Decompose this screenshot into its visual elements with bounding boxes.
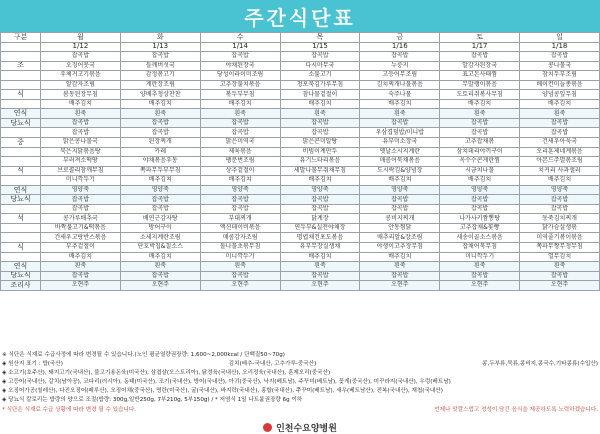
menu-item: 묵은지닭볶음탕 [41,147,121,157]
table-row [1,243,600,253]
menu-item: 고추잡채볶 [440,138,520,148]
table-row [1,214,600,224]
menu-item: 맑은콘미알탕 [280,138,360,148]
date-header: 1/12 [41,42,121,52]
menu-item: 흰죽 [520,262,600,272]
table-row [1,147,600,157]
menu-item: 잡곡밥 [440,195,520,205]
menu-item: 부러져소떡땅 [41,157,121,167]
meal-label-blank [1,147,41,157]
table-row [1,223,600,233]
note-1: ※ 식단은 식재료 수급사정에 따라 변경될 수 있습니다.(노인 평균열량권장량: 1,600~2,000kcal / 단백질50~70g) [2,352,285,358]
table-row [1,204,600,214]
menu-item: 흰죽 [440,109,520,119]
menu-item: 방어구이 [120,223,200,233]
meal-label-blank [1,99,41,109]
table-row [1,185,600,195]
menu-item: 봄동된장무침 [41,90,121,100]
menu-item: 알감자조림 [41,80,121,90]
menu-item: 잡곡밥 [280,195,360,205]
menu-item: 우삼겹덮밥/미니밥 [360,128,440,138]
meal-label: 식 [1,243,41,253]
note-origin-beans: 콩,두부류,묵류,콩비지,콩국수,기타콩류(수입산) [482,361,598,368]
row-label: 당뇨식 [1,118,41,128]
note-origin-rice: ◈ 원산지 표기 : 밥(국산) [2,361,63,368]
menu-item: 닭가슴살생볶 [520,223,600,233]
menu-item: 소불고기 [280,71,360,81]
menu-item: 흰죽 [280,109,360,119]
menu-item: 흰죽 [440,262,520,272]
menu-item: 유기느타리볶음 [280,157,360,167]
menu-item: 콩비지찌개 [360,214,440,224]
menu-item: 잡곡밥 [200,204,280,214]
table-row [1,61,600,71]
menu-item: 단호박칩&칠소스 [120,243,200,253]
row-label: 연식 [1,109,41,119]
table-row [1,252,600,262]
menu-item: 흰죽 [41,109,121,119]
menu-item: 맑은콩나물국 [41,138,121,148]
menu-item: 고등어무조림 [360,71,440,81]
day-header: 화 [120,33,200,43]
meal-label: 조 [1,61,41,71]
menu-item: 배추김치 [360,252,440,262]
menu-item: 잡곡밥 [360,204,440,214]
menu-item: 야채된장국 [200,61,280,71]
menu-item: 치커리 사과샐러 [520,166,600,176]
day-header: 일 [520,33,600,43]
menu-item: 배추김치 [200,176,280,186]
table-row [1,157,600,167]
menu-item: 유부미소장국 [360,138,440,148]
menu-item: 오징어뭇국 [41,61,121,71]
menu-item: 배추김치 [120,99,200,109]
menu-item: 제육볶음 [200,147,280,157]
menu-item: 콩가루배추국 [41,214,121,224]
menu-item: 잡곡밥 [200,128,280,138]
menu-item: 잡곡밥 [440,271,520,281]
menu-item: 흰죽 [520,109,600,119]
menu-item: 아몬드주멸볶조림 [520,157,600,167]
menu-item: 부대찌개 [200,214,280,224]
menu-item: 잡곡밥 [440,128,520,138]
menu-item: 다시마무국 [280,61,360,71]
menu-item: 잡곡밥 [360,118,440,128]
table-row [1,99,600,109]
menu-item: 배추김치 [41,99,121,109]
menu-item: 잡곡밥 [120,52,200,62]
menu-item: 액션데이비볶음 [200,223,280,233]
menu-item: 잡곡밥 [440,118,520,128]
menu-item: 맑은미역국 [200,138,280,148]
menu-item: 배추김치 [520,176,600,186]
day-header: 월 [41,33,121,43]
menu-item: 브로콜리참깨무침 [41,166,121,176]
menu-item: 잡곡밥 [520,271,600,281]
menu-item: 영양죽 [280,185,360,195]
menu-item: 잡곡밥 [41,204,121,214]
table-row [1,71,600,81]
menu-item: 야생이고추장무침 [360,243,440,253]
menu-item: 잡곡밥 [280,128,360,138]
menu-item: 감정볶고기 [120,71,200,81]
note-seafood-origin: ◈ 오징어가공(칠레산), 다진오징어(페루산), 오징어채(중국산), 명란(미국산), 굴(국내산), 바지락(국내산), 홍합(국내산), 쭈꾸미(베트남), 새우(베트남산), 전복(국내산), 재첩(국내산) [2,388,443,395]
menu-item: 시금치나물 [440,166,520,176]
menu-item: 쪽파무짱무청무침 [520,243,600,253]
meal-label-blank [1,157,41,167]
menu-item: 안동찜닭 [360,223,440,233]
menu-item: 잡곡밥 [200,118,280,128]
menu-item: 배추김치 [120,176,200,186]
menu-item: 고추장불치볶음 [200,80,280,90]
menu-item: 오현주 [41,281,121,291]
menu-item: 잡곡밥 [520,204,600,214]
menu-item: 잡곡밥 [520,195,600,205]
menu-item: 잡곡밥 [520,118,600,128]
menu-item: 잡곡밥 [440,52,520,62]
table-row [1,80,600,90]
menu-item: 오현주 [120,281,200,291]
menu-item: 카레 [120,147,200,157]
menu-item: 매추리알&장조림 [360,233,440,243]
meal-label-blank [1,223,41,233]
menu-item: 표고돈사태찜 [440,71,520,81]
menu-item: 양념콩잎무침 [520,90,600,100]
menu-item: 고추잡채&꽃빵 [440,223,520,233]
menu-item: 우체거고기볶음 [41,71,121,81]
date-header: 1/14 [200,42,280,52]
menu-item: 미니깍두기 [200,252,280,262]
day-header: 수 [200,33,280,43]
menu-item: 잡곡밥 [120,271,200,281]
menu-item: 콩나물국 [520,61,600,71]
menu-item: 무말랭이볶음 [440,80,520,90]
menu-item: 잡곡밥 [200,271,280,281]
menu-item: 배추김치 [360,176,440,186]
date-header: 1/13 [120,42,200,52]
menu-item: 동죽김치찌개 [520,214,600,224]
menu-item: 흰죽 [360,262,440,272]
column-label-cell: 구분 [1,33,41,43]
menu-item: 잡곡밥 [280,52,360,62]
menu-item: 당성이라이미조림 [200,71,280,81]
meal-label: 식 [1,90,41,100]
menu-item: 영양죽 [41,185,121,195]
menu-item: 잡곡밥 [120,118,200,128]
menu-item: 오현주 [440,281,520,291]
menu-item: 잡채어묵무침 [440,243,520,253]
table-row [1,271,600,281]
menu-item: 옥수수콘게란찜 [440,157,520,167]
menu-item: 잡곡밥 [120,195,200,205]
meal-label: 석 [1,214,41,224]
menu-item: 볶두부무침 [200,90,280,100]
menu-item: 잡곡밥 [360,52,440,62]
menu-item: 계란장조림 [120,80,200,90]
menu-item: 청포묵김가루무침 [280,80,360,90]
meal-label-blank [1,233,41,243]
menu-item: 도시락김&양념장 [360,166,440,176]
meal-label-blank [1,204,41,214]
menu-item: 흰죽 [360,109,440,119]
table-row [1,118,600,128]
menu-item: 나가사키짬뽕탕 [440,214,520,224]
date-header: 1/15 [280,42,360,52]
title-bar [0,0,600,32]
menu-item: 영양죽 [200,185,280,195]
menu-item: 김치찌개나물볶음 [360,80,440,90]
meal-label-blank [1,80,41,90]
notes-section [2,351,598,415]
menu-item: 잡곡밥 [200,52,280,62]
menu-item: 비빔이계만두 [280,147,360,157]
menu-item: 잡곡밥 [41,195,121,205]
menu-item: 잡곡밥 [520,52,600,62]
menu-item: 명엽채건포도볶음 [280,233,360,243]
menu-item: 베이컨미늘종볶음 [520,80,600,90]
day-header: 금 [360,33,440,43]
menu-item: 잡곡밥 [280,271,360,281]
hospital-name: 인천수요양병원 [276,423,337,434]
menu-item: 양배추청상찬찬 [120,90,200,100]
note-meat-origin: ◈ 소고기(호주산), 돼지고기(국내산), 불고기용돈육(미국산), 삼겹살(오스트리아), 닭정육(국내산), 오리정육(국내산), 훈제오리(중국산) [2,370,331,377]
menu-item: 열무김치 [520,252,600,262]
menu-item: 흰죽 [120,109,200,119]
table-row [1,138,600,148]
menu-item: 배추김치 [360,99,440,109]
menu-item: 잡곡밥 [41,271,121,281]
menu-item: 잡곡밥 [200,195,280,205]
menu-item: 부추겉절이 [41,243,121,253]
menu-item: 삼치데리야끼구이 [440,147,520,157]
page-title: 주간식단표 [244,5,356,30]
menu-item: 영양죽 [360,185,440,195]
menu-item: 닭계장 [280,214,360,224]
menu-item: 잡곡밥 [360,195,440,205]
meal-label: 식 [1,166,41,176]
date-header: 1/17 [440,42,520,52]
menu-item: 상추겉절이 [200,166,280,176]
menu-item: 영양죽 [120,185,200,195]
footer [0,420,600,434]
menu-item: 배추김치 [280,176,360,186]
menu-item: 들깨버섯국 [120,61,200,71]
menu-item: 바짝불고기&떡볶음 [41,223,121,233]
weekly-menu-table [0,32,600,291]
table-row [1,128,600,138]
meal-label-blank [1,128,41,138]
note-promise: 언제나 맛깔스럽고 정성이 담긴 음식을 제공하도록 노력하겠습니다. [434,406,598,413]
menu-item: 쪽파무두부무침 [120,166,200,176]
meal-label-blank [1,71,41,81]
menu-item: 새송이골소스볶음 [440,233,520,243]
menu-item: 영양죽 [520,185,600,195]
meal-label-blank [1,252,41,262]
note-fish-origin: ◈ 고등어(국내산), 갈치(남아공), 코다리(러시아), 동태(미국산), 조기(국내산), 방어(국내산), 아귀(중국산), 낙지(베트남), 주꾸미(베트남), 꽃게(중국산), 미꾸라지(국내산), 우렁(베트남) [2,379,451,386]
menu-item: 잡곡밥 [41,118,121,128]
menu-item: 흰죽 [200,109,280,119]
table-row [1,90,600,100]
menu-item: 배추김치 [520,99,600,109]
menu-item: 미니깍두기 [440,252,520,262]
menu-item: 누룽지 [360,61,440,71]
menu-item: 참나물겉절이 [280,90,360,100]
menu-item: 도토리쥐볶사무침 [440,90,520,100]
menu-item: 배추김치 [200,99,280,109]
row-label: 당뇨식 [1,271,41,281]
menu-item: 미역줄기볶이볶음 [520,233,600,243]
menu-item: 건새우고랑반스볶음 [41,233,121,243]
menu-item: 알감자된장국 [440,61,520,71]
menu-item: 배추김치 [280,99,360,109]
table-row [1,262,600,272]
menu-item: 유부무장실생채 [280,243,360,253]
menu-item: 흰죽 [41,262,121,272]
menu-item: 된장찌개 [120,138,200,148]
day-header: 목 [280,33,360,43]
menu-item: 흰죽 [280,262,360,272]
menu-item: 매콤어묵채볶음 [360,157,440,167]
menu-item: 잡곡밥 [360,271,440,281]
meal-label-blank [1,176,41,186]
menu-item: 배추김치 [440,99,520,109]
menu-item: 잡곡밥 [41,128,121,138]
note-diabetic: ◈ 당뇨식 칼로리는 밥량의 양으로 조절(밥량: 300g,일반250g, 7부210g, 5부150g) / * 저염식 1일 나트륨권장량 6g 이하 [2,397,303,404]
menu-item: 오리훈제네계볶음 [520,147,600,157]
menu-item: 오현주 [360,281,440,291]
menu-item: 잡곡밥 [280,118,360,128]
menu-item: 잡곡밥 [120,128,200,138]
menu-item: 배추김치 [440,176,520,186]
menu-item: 오현주 [520,281,600,291]
table-row [1,195,600,205]
menu-item: 참치두부조림 [520,71,600,81]
note-origin-kimchi: 김치(배추-국내산, 고추가루-중국산) [228,361,317,368]
row-label: 당뇨식 [1,195,41,205]
menu-item: 연두부&실전야채장 [280,223,360,233]
date-header: 1/18 [520,42,600,52]
day-header: 토 [440,33,520,43]
table-row [1,109,600,119]
table-row [1,233,600,243]
row-label: 연식 [1,262,41,272]
hospital-logo-icon [263,423,272,432]
menu-item: 잡곡밥 [520,128,600,138]
menu-item: 배연근감자탕 [120,214,200,224]
table-row [1,52,600,62]
menu-item: 팽분번조림 [200,157,280,167]
menu-item: 잡곡밥 [41,52,121,62]
menu-item: 배추김치 [280,252,360,262]
table-row [1,176,600,186]
row-label: 연식 [1,185,41,195]
menu-item: 오현주 [280,281,360,291]
menu-item: 옛날소시지계란 [360,147,440,157]
menu-item: 매콤감자조림 [200,233,280,243]
table-row [1,166,600,176]
menu-item: 흰죽 [120,262,200,272]
menu-item: 숙주나물 [360,90,440,100]
table-row [1,33,600,43]
blank-cell [1,42,41,52]
menu-item: 잡곡밥 [440,204,520,214]
menu-item: 흰죽 [200,262,280,272]
menu-item: 돌나물초볶무침 [200,243,280,253]
menu-item: 미니깍두기 [41,176,121,186]
menu-item: 소세지계란조림 [120,233,200,243]
date-header: 1/16 [360,42,440,52]
note-change: * 식단은 식재료 수급 상황에 따라 변경 될 수 있습니다. [2,406,137,413]
menu-item: 배추김치 [41,252,121,262]
menu-item: 영양죽 [440,185,520,195]
row-label: 조리사 [1,281,41,291]
menu-item: 배추김치 [120,252,200,262]
menu-item: 세발나물무쥐채무침 [280,166,360,176]
menu-item: 잡곡밥 [120,204,200,214]
menu-item: 오현주 [200,281,280,291]
table-row [1,281,600,291]
meal-label-blank [1,52,41,62]
meal-label: 중 [1,138,41,148]
table-row [1,42,600,52]
menu-item: 야채볶음우동 [120,157,200,167]
menu-item: 잡곡밥 [280,204,360,214]
menu-item: 건새우아욱국 [520,138,600,148]
